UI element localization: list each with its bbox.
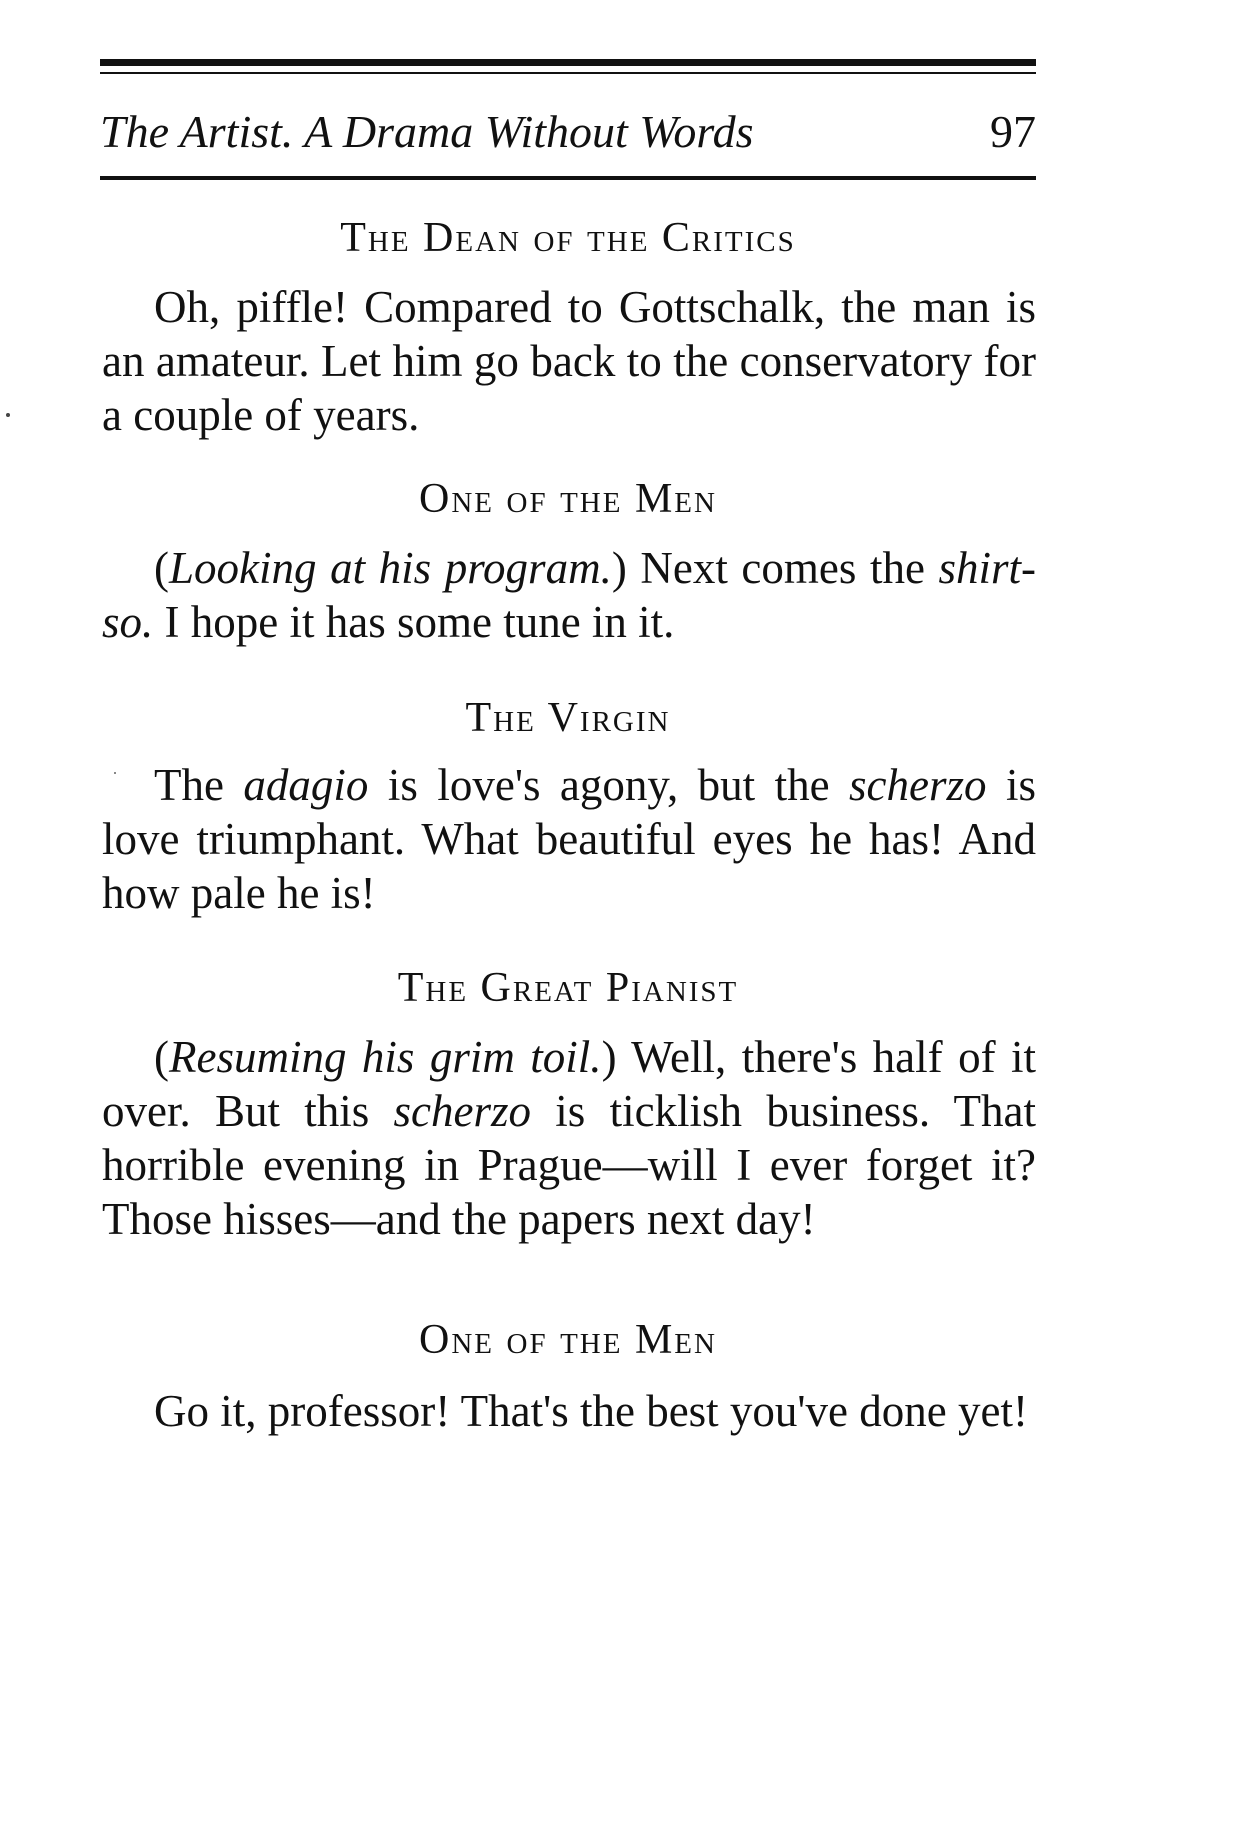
speaker-heading: The Virgin [465,695,671,741]
text-run: ( [154,1032,169,1082]
header-rule-thin [100,72,1036,74]
italic-run: scherzo [393,1086,532,1136]
italic-run: Looking at his program. [169,543,612,593]
speech-paragraph [102,1384,1036,1438]
text-run: The [154,760,244,810]
speech-paragraph [102,1030,1036,1246]
italic-run: Resuming his grim toil. [169,1032,602,1082]
text-run: ) Well, there's half of it over. But this [102,1032,1036,1136]
running-head [100,102,1036,162]
text-run: is love triumphant. What beautiful eyes he has! And how pale he is! [102,760,1036,918]
speech-paragraph [102,758,1036,920]
text-run: ( [154,543,169,593]
text-run: I hope it has some tune in it. [153,597,675,647]
margin-speck [6,413,10,417]
text-run: Oh, piffle! Compared to Gottschalk, the man is an amateur. Let him go back to the conservatory for a couple of years. [102,282,1036,440]
header-rule-bottom [100,176,1036,180]
text-run: Go it, professor! That's the best you've done yet! [154,1386,1028,1436]
speaker-heading: One of the Men [419,1317,717,1363]
italic-run: scherzo [849,760,987,810]
speaker-heading: The Dean of the Critics [340,215,796,261]
page-number: 97 [990,106,1036,157]
italic-run: adagio [243,760,369,810]
speech-paragraph [102,280,1036,442]
text-run: is ticklish business. That horrible evening in Prague—will I ever forget it? Those hisses—and the papers next day! [102,1086,1036,1244]
running-head-title: The Artist. A Drama Without Words [100,106,754,157]
header-rule-thick [100,59,1036,66]
text-run: is love's agony, but the [368,760,850,810]
italic-run: shirt-so. [102,543,1036,647]
speech-paragraph [102,541,1036,649]
speaker-heading: The Great Pianist [397,965,739,1011]
text-run: ) Next comes the [611,543,939,593]
speaker-heading: One of the Men [419,476,717,522]
